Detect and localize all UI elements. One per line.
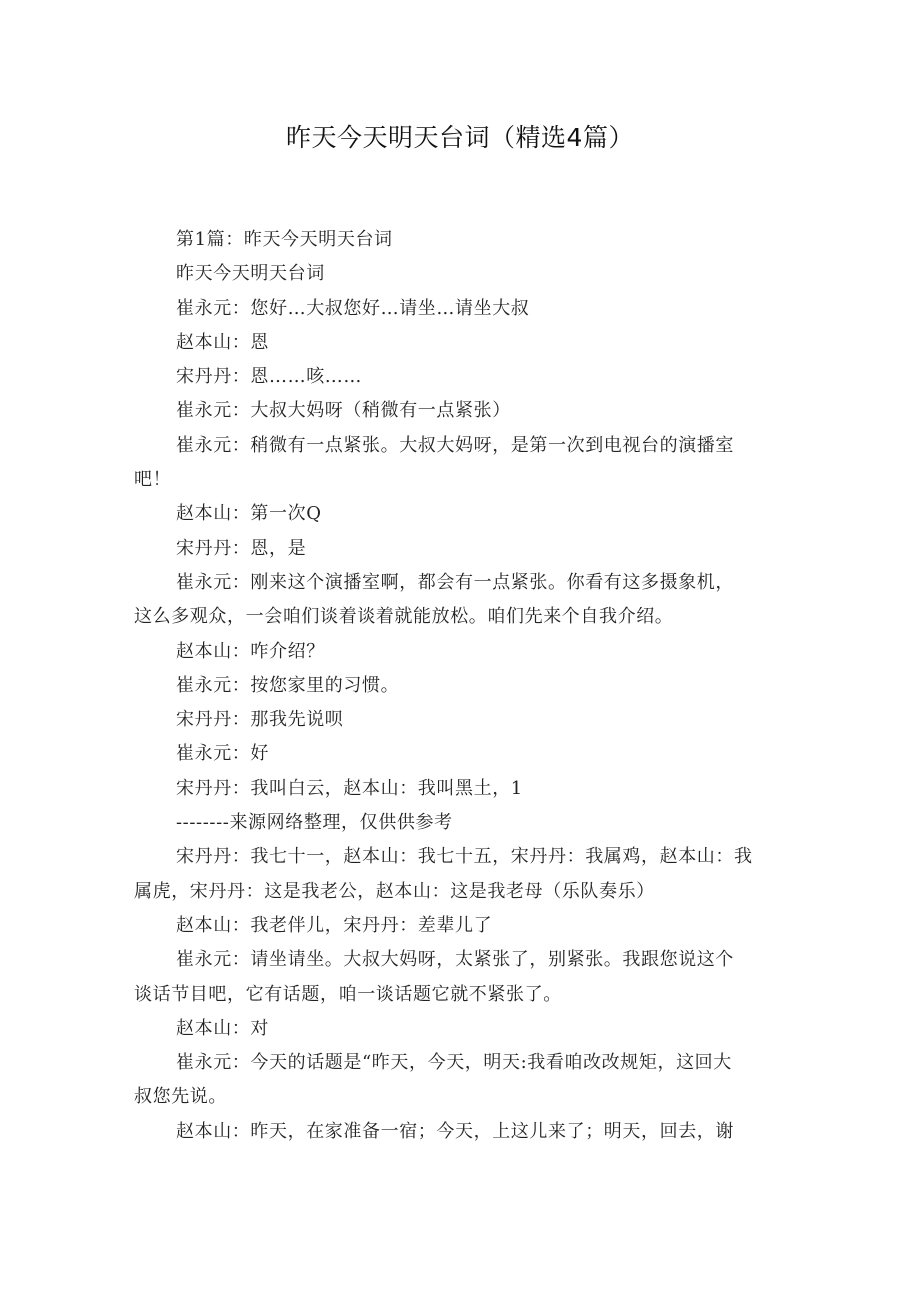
paragraph-line: 第1篇：昨天今天明天台词 [176,229,393,250]
paragraph [134,669,796,703]
paragraph [134,497,796,531]
paragraph-line: --------来源网络整理，仅供供参考 [176,812,453,834]
paragraph [134,394,796,428]
paragraph-line: 谈话节目吧，它有话题，咱一谈话题它就不紧张了。 [134,983,562,1005]
paragraph [134,429,796,498]
paragraph [134,360,796,394]
paragraph-line: 昨天今天明天台词 [176,263,325,285]
paragraph [134,943,796,1012]
paragraph-line: 赵本山：昨天，在家准备一宿；今天，上这儿来了；明天，回去，谢 [176,1120,734,1142]
paragraph [134,1115,796,1149]
paragraph [134,806,796,840]
paragraph [134,703,796,737]
paragraph [134,257,796,291]
paragraph-line: 宋丹丹：我七十一，赵本山：我七十五，宋丹丹：我属鸡，赵本山：我 [176,846,753,868]
paragraph [134,223,796,257]
paragraph-line: 宋丹丹：恩……咳…… [176,366,362,388]
paragraph-line: 赵本山：对 [176,1017,269,1039]
paragraph-line: 崔永元：今天的话题是“昨天，今天，明天:我看咱改改规矩，这回大 [176,1052,732,1074]
paragraph-line: 吧！ [134,469,172,491]
paragraph [134,1046,796,1115]
paragraph [134,566,796,635]
paragraph-line: 崔永元：您好…大叔您好…请坐…请坐大叔 [176,297,530,319]
paragraph [134,909,796,943]
paragraph [134,635,796,669]
paragraph-line: 这么多观众，一会咱们谈着谈着就能放松。咱们先来个自我介绍。 [134,606,674,628]
paragraph-line: 宋丹丹：那我先说呗 [176,709,344,731]
paragraph-line: 宋丹丹：我叫白云，赵本山：我叫黑土，1 [176,777,523,799]
document-body [134,223,796,1149]
paragraph [134,532,796,566]
paragraph-line: 赵本山：我老伴儿，宋丹丹：差辈儿了 [176,914,493,936]
paragraph-line: 崔永元：请坐请坐。大叔大妈呀，太紧张了，别紧张。我跟您说这个 [176,949,734,971]
paragraph [134,772,796,806]
paragraph-line: 崔永元：大叔大妈呀（稍微有一点紧张） [176,400,511,422]
paragraph-line: 崔永元：按您家里的习惯。 [176,674,400,696]
paragraph [134,292,796,326]
paragraph-line: 崔永元：好 [176,743,269,765]
paragraph-line: 叔您先说。 [134,1086,227,1108]
paragraph-line: 宋丹丹：恩，是 [176,537,307,559]
paragraph-line: 属虎，宋丹丹：这是我老公，赵本山：这是我老母（乐队奏乐） [134,880,655,902]
paragraph [134,326,796,360]
paragraph [134,1012,796,1046]
paragraph-line: 崔永元：刚来这个演播室啊，都会有一点紧张。你看有这多摄象机， [176,571,734,593]
paragraph-line: 赵本山：第一次Q [176,503,322,525]
paragraph [134,840,796,909]
paragraph [134,737,796,771]
paragraph-line: 崔永元：稍微有一点紧张。大叔大妈呀，是第一次到电视台的演播室 [176,434,734,456]
paragraph-line: 赵本山：恩 [176,331,269,353]
paragraph-line: 赵本山：咋介绍？ [176,640,325,662]
document-title: 昨天今天明天台词（精选4篇） [286,123,634,152]
